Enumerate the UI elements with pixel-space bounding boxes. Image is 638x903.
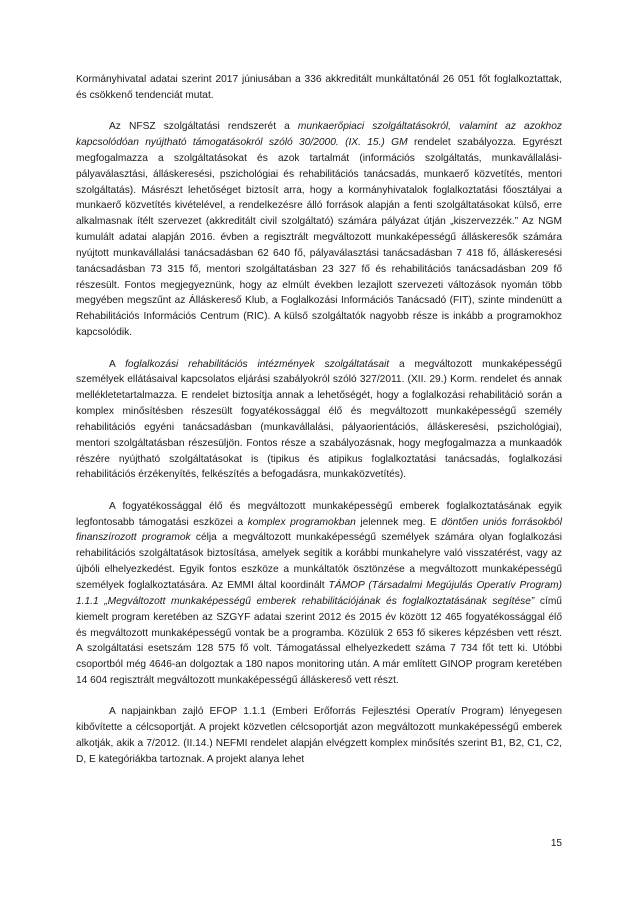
paragraph-1: Kormányhivatal adatai szerint 2017 júniusában a 336 akkreditált munkáltatónál 26 051 főt foglalkoztattak, és csökkenő tendenciát mutat. xyxy=(76,74,562,101)
paragraph-3-text-2: a megváltozott munkaképességű személyek ellátásaival kapcsolatos eljárási szabályokról szóló 327/2011. (XII. 29.) Korm. rendelet és annak mellékletetartalmazza. E rendelet biztosítja annak a lehetőségét, hogy a foglalkozási rehabilitáció során a komplex minősítésben részesült fogyatékossággal élő és megváltozott munkaképességű személy rehabilitációs egyéni tanácsadásban (munkavállalási, pályaorientációs, álláskeresési, pszichológiai), mentori szolgáltatásban részesüljön. Fontos része a szabályozásnak, hogy megfogalmazza a munkaadók részére nyújtható szolgáltatásokat is (tipikus és atipikus foglalkoztatási tanácsadás, foglalkozási rehabilitációs érzékenyítés, felkészítés a befogadásra, munkaközvetítés). xyxy=(76,358,562,481)
paragraph-2 xyxy=(76,119,562,341)
paragraph-3 xyxy=(76,357,562,484)
paragraph-4-text-3: célja a megváltozott munkaképességű személyek számára olyan foglalkozási rehabilitációs szolgáltatások biztosítása, amelyek segítik a korábbi munkahelyre való visszatérést, vagy az újbóli elhelyezkedést. Egyik fontos eszköze a munkáltatók ösztönzése a megváltozott munkaképességű személyek foglalkoztatására. Az EMMI által koordinált xyxy=(76,532,562,591)
complex-programs-term: komplex programokban xyxy=(247,516,356,528)
rehabilitation-services-term: foglalkozási rehabilitációs intézmények szolgáltatásait xyxy=(125,358,390,370)
page-number: 15 xyxy=(550,838,562,849)
paragraph-4-text-4: című kiemelt program keretében az SZGYF adatai szerint 2012 és 2015 év között 12 465 fogyatékossággal élő és megváltozott munkaképességű vontak be a programba. Közülük 2 653 fő sikeres képzésben vett részt. A szolgáltatási esetszám 128 575 fő volt. Támogatással elhelyezkedett száma 7 734 főt tett ki. Utóbbi csoportból még 4646-an dolgoztak a 180 napos monitoring után. A már említett GINOP program keretében 14 604 regisztrált megváltozott munkaképességű álláskereső vett részt. xyxy=(76,595,562,687)
paragraph-4-text-1: A fogyatékossággal élő és megváltozott munkaképességű emberek foglalkoztatásának egyik legfontosabb támogatási eszközei a xyxy=(76,500,562,528)
paragraph-2-text-1: Az NFSZ szolgáltatási rendszerét a xyxy=(109,121,298,133)
paragraph-2-text-2: rendelet szabályozza. Egyrészt megfogalmazza a szolgáltatásokat és azok tartalmát (információs szolgáltatás, munkavállalási- pályaválasztási, álláskeresési, pszichológiai és rehabilitációs tanácsadás, munkaerő közvetítés, mentori szolgáltatás). Másrészt lehetőséget biztosít arra, hogy a kormányhivatalok foglalkoztatási főosztályai a munkaerő közvetítés kivételével, a rendelkezésre álló források alapján a fenti szolgáltatásokat külső, erre alkalmasnak ítélt szervezet (akkreditált civil szolgáltató) számára pályázat útján „kiszervezzék.” Az NGM kumulált adatai alapján 2016. évben a regisztrált megváltozott munkaképességű álláskeresők számára nyújtott munkavállalási tanácsadásban 62 640 fő, pályaválasztási tanácsadásban 7 418 fő, álláskeresési tanácsadásban 73 315 fő, mentori szolgáltatásban 23 327 fő és rehabilitációs tanácsadásban 209 fő részesült. Fontos megjegyeznünk, hogy az elmúlt években lezajlott szervezeti változások nyomán több megyében megszűnt az Álláskereső Klub, a Foglalkozási Információs Tanácsadó (FIT), szinte mindenütt a Rehabilitációs Információs Centrum (RIC). A külső szolgáltatók nagyobb része is inkább a programokhoz kapcsolódik. xyxy=(76,137,562,339)
paragraph-4 xyxy=(76,499,562,689)
document-body xyxy=(76,72,562,768)
regulation-title-gm: munkaerőpiaci szolgáltatásokról, valamint az azokhoz kapcsolódóan nyújtható támogatásokról szóló 30/2000. (IX. 15.) GM xyxy=(76,121,562,149)
paragraph-4-text-2: jelennek meg. E xyxy=(355,516,442,528)
paragraph-3-text-1: A xyxy=(109,358,126,370)
tamop-program-title: TÁMOP (Társadalmi Megújulás Operatív Program) 1.1.1 „Megváltozott munkaképességű emberek rehabilitációjának és foglalkoztatásának segítése” xyxy=(76,579,562,607)
eu-funded-programs-term: döntően uniós forrásokból finanszírozott programok xyxy=(76,516,562,544)
paragraph-5: A napjainkban zajló EFOP 1.1.1 (Emberi Erőforrás Fejlesztési Operatív Program) lényegesen kibővítette a célcsoportját. A projekt közvetlen célcsoportját azon megváltozott munkaképességű emberek alkotják, akik a 7/2012. (II.14.) NEFMI rendelet alapján elvégzett komplex minősítés szerint B1, B2, C1, C2, D, E kategóriákba tartoznak. A projekt alanya lehet xyxy=(76,706,562,765)
